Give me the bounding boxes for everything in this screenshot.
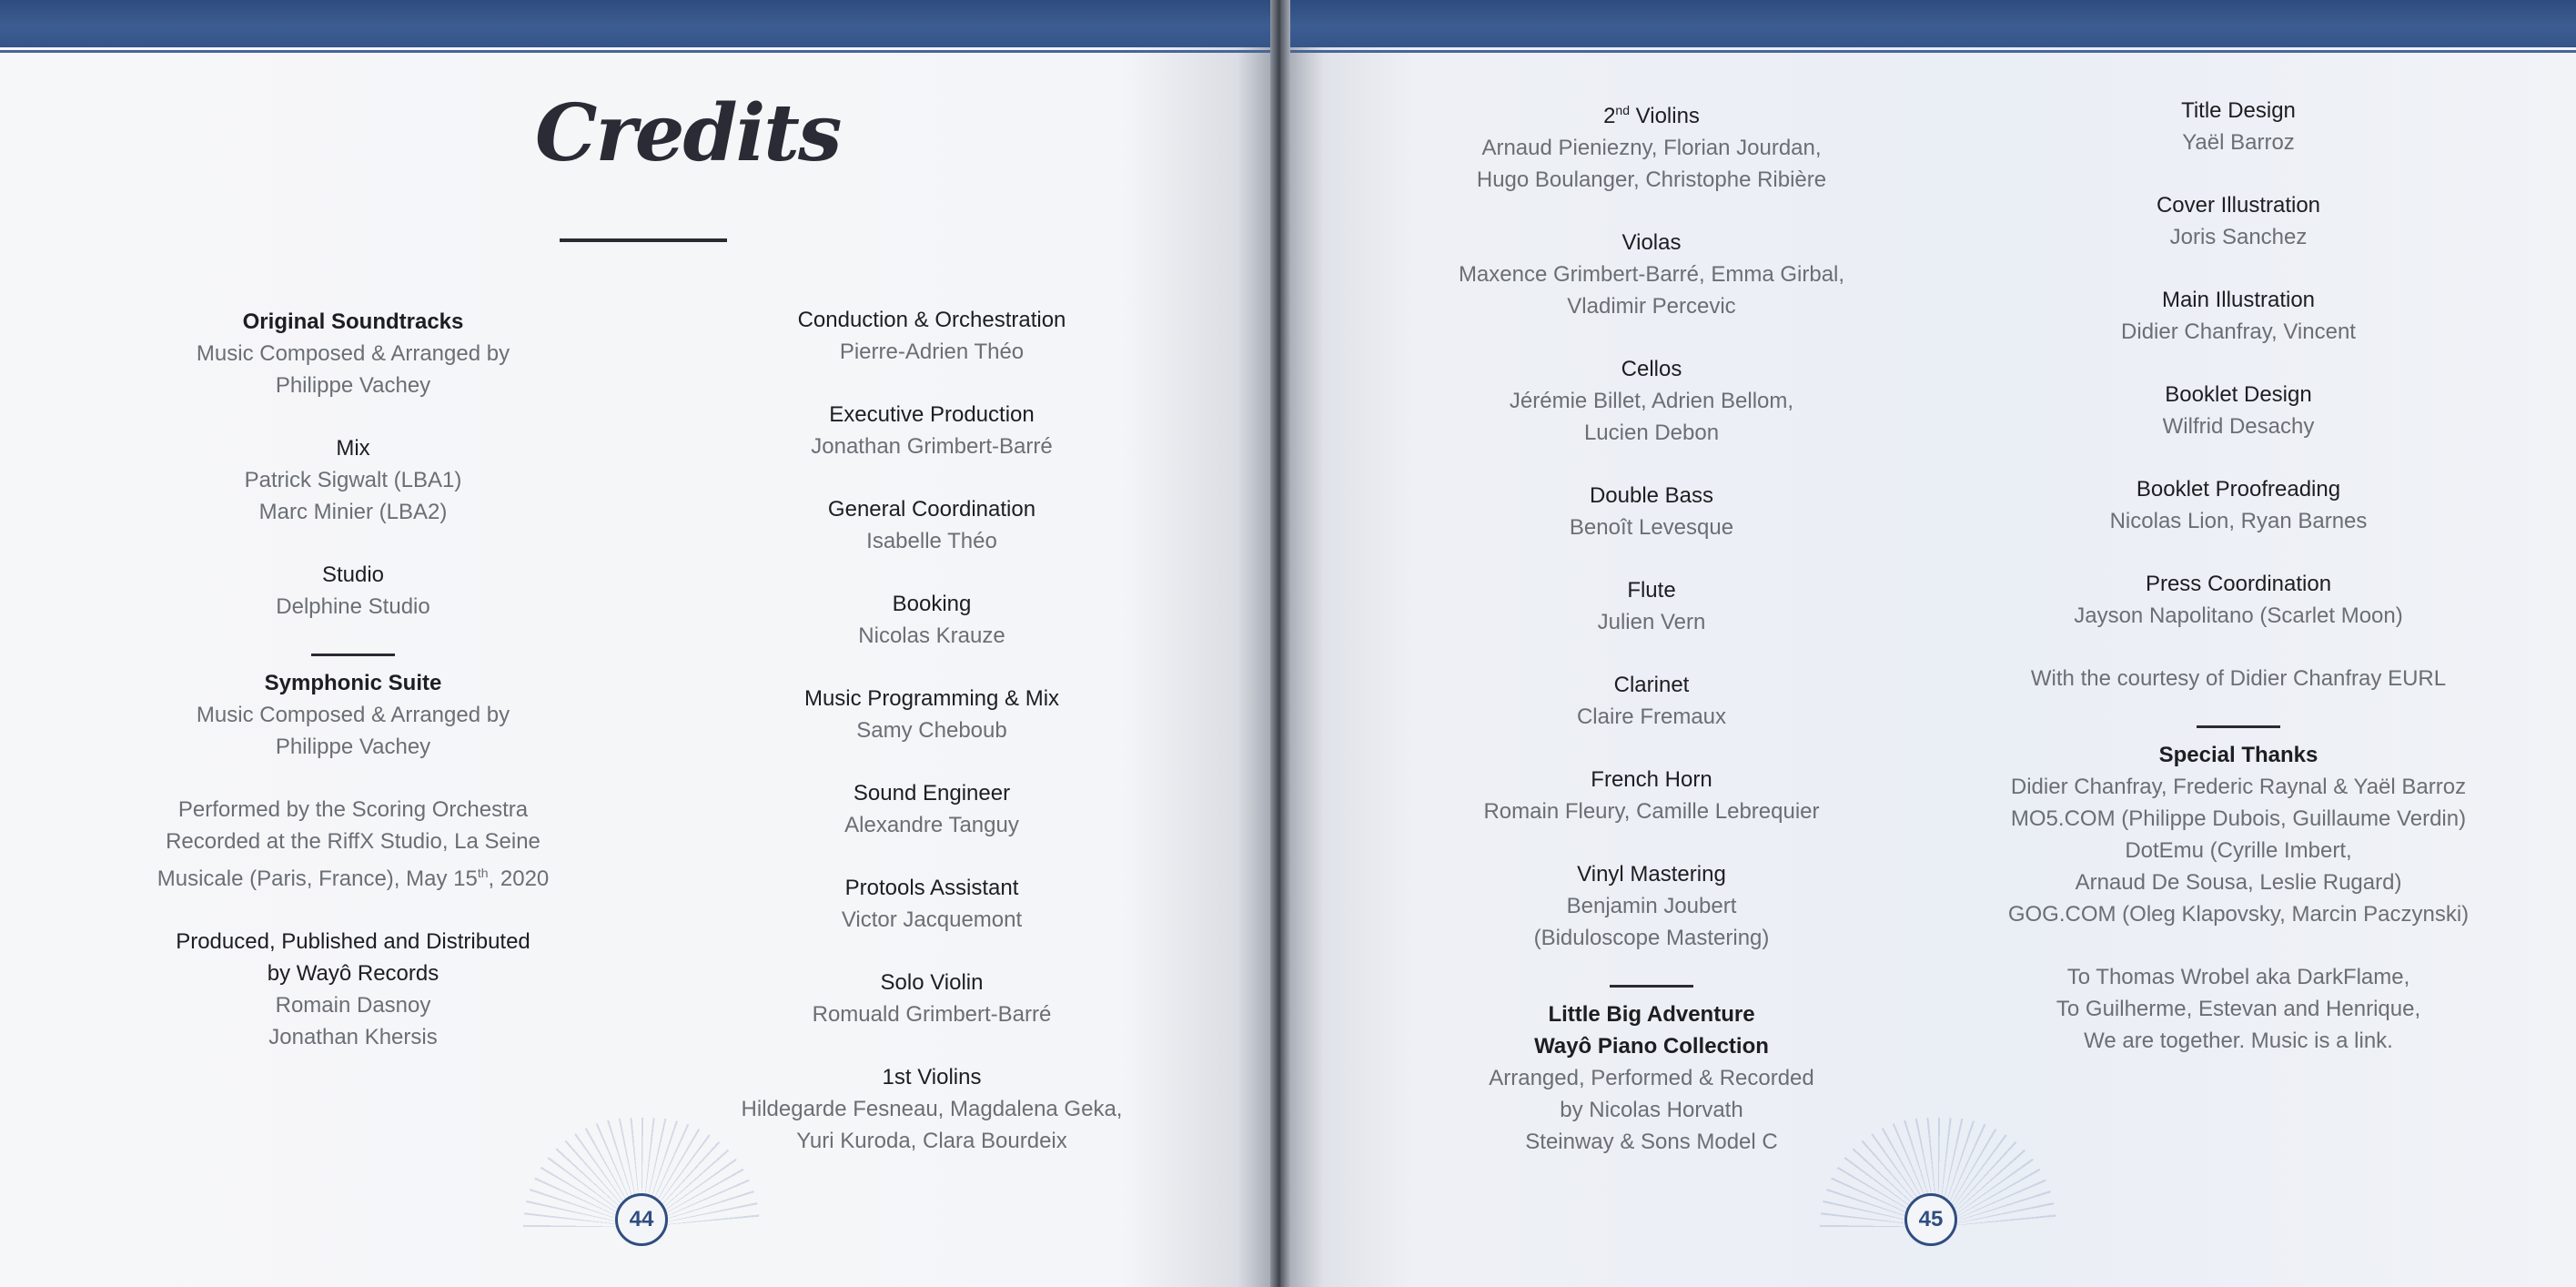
credit-name: Yuri Kuroda, Clara Bourdeix: [796, 1129, 1067, 1153]
credit-entry: [677, 1061, 1187, 1157]
credit-role: 2nd Violins: [1603, 103, 1700, 128]
credit-name: With the courtesy of Didier Chanfray EURL: [2030, 666, 2447, 691]
credit-name: Claire Fremaux: [1576, 704, 1727, 729]
credit-name: DotEmu (Cyrille Imbert,: [2125, 838, 2352, 863]
credit-role: Main Illustration: [2161, 288, 2316, 312]
credit-entry: [1388, 764, 1915, 827]
credit-role: Solo Violin: [880, 970, 984, 995]
credit-role: Title Design: [2181, 98, 2296, 123]
credit-role: Booklet Design: [2165, 382, 2312, 407]
credit-entry: [98, 794, 608, 895]
credit-name: Steinway & Sons Model C: [1525, 1130, 1778, 1154]
credit-name: Performed by the Scoring Orchestra: [177, 797, 529, 822]
title-underline: [560, 238, 727, 242]
credit-name: Benoît Levesque: [1569, 515, 1734, 540]
credit-entry: [98, 559, 608, 623]
credit-name: Jonathan Grimbert-Barré: [811, 434, 1053, 459]
credit-role: Symphonic Suite: [264, 671, 442, 695]
credit-name: Pierre-Adrien Théo: [839, 339, 1025, 364]
credit-name: Recorded at the RiffX Studio, La Seine: [166, 829, 540, 854]
credit-entry: [677, 399, 1187, 462]
credit-role: 1st Violins: [882, 1065, 982, 1089]
credit-role: Conduction & Orchestration: [797, 308, 1066, 332]
credit-name: Hildegarde Fesneau, Magdalena Geka,: [741, 1097, 1123, 1121]
credit-name: Arranged, Performed & Recorded: [1489, 1066, 1814, 1090]
page-number-left: 44: [615, 1193, 668, 1246]
credit-name: Julien Vern: [1597, 610, 1706, 634]
credit-role: Produced, Published and Distributed: [176, 929, 530, 954]
credit-role: Special Thanks: [2158, 743, 2318, 767]
credit-role: General Coordination: [827, 497, 1036, 522]
section-divider: [311, 654, 395, 656]
credit-role: Cover Illustration: [2156, 193, 2321, 218]
credit-entry: [1956, 189, 2520, 253]
credit-role: Mix: [336, 436, 370, 461]
credit-name: Hugo Boulanger, Christophe Ribière: [1476, 167, 1827, 192]
credit-name: Arnaud De Sousa, Leslie Rugard): [2075, 870, 2402, 895]
credit-entry: [1388, 480, 1915, 543]
credit-name: Isabelle Théo: [866, 529, 997, 553]
right-column-1: [1388, 95, 1915, 1189]
credit-name: Philippe Vachey: [275, 373, 431, 398]
credit-role: Booklet Proofreading: [2136, 477, 2341, 502]
credit-role: French Horn: [1591, 767, 1712, 792]
page-number-right: 45: [1904, 1193, 1957, 1246]
credit-entry: [1956, 725, 2520, 930]
credit-name: (Biduloscope Mastering): [1533, 926, 1770, 950]
credit-role: Double Bass: [1589, 483, 1714, 508]
credit-name: Philippe Vachey: [275, 735, 431, 759]
credit-entry: [1388, 985, 1915, 1158]
credit-entry: [677, 588, 1187, 652]
credit-role: Sound Engineer: [853, 781, 1011, 806]
credit-name: Music Composed & Arranged by: [196, 341, 510, 366]
credit-name: Romain Dasnoy: [275, 993, 431, 1018]
credit-name: Victor Jacquemont: [841, 907, 1023, 932]
credit-role: Original Soundtracks: [242, 309, 464, 334]
credit-entry: [1388, 858, 1915, 954]
credit-entry: [1388, 574, 1915, 638]
left-column-1: [98, 306, 608, 1084]
credit-entry: [1956, 473, 2520, 537]
credit-entry: [677, 683, 1187, 746]
right-page: [1285, 0, 2576, 1287]
credit-name: by Nicolas Horvath: [1560, 1098, 1743, 1122]
credit-entry: [98, 654, 608, 763]
credit-entry: [677, 967, 1187, 1030]
credit-entry: [98, 306, 608, 401]
credit-role: Violas: [1621, 230, 1682, 255]
credit-entry: [1956, 379, 2520, 442]
credit-name: Marc Minier (LBA2): [258, 500, 448, 524]
credit-name: Jonathan Khersis: [268, 1025, 438, 1049]
credit-entry: [677, 777, 1187, 841]
credit-entry: [1388, 227, 1915, 322]
credit-name: Delphine Studio: [276, 594, 430, 619]
credit-entry: [1956, 568, 2520, 632]
credit-name: GOG.COM (Oleg Klapovsky, Marcin Paczynski): [2007, 902, 2470, 927]
credit-name: Jérémie Billet, Adrien Bellom,: [1509, 389, 1794, 413]
credit-name: Nicolas Krauze: [858, 623, 1005, 648]
credit-name: Patrick Sigwalt (LBA1): [244, 468, 462, 492]
section-divider: [1610, 985, 1693, 988]
credit-role: Little Big Adventure: [1548, 1002, 1755, 1027]
top-band: [0, 0, 1276, 47]
credit-role: Vinyl Mastering: [1577, 862, 1726, 887]
credit-entry: [1956, 284, 2520, 348]
credit-name: Lucien Debon: [1583, 421, 1720, 445]
credit-name: Nicolas Lion, Ryan Barnes: [2109, 509, 2368, 533]
credit-role: Flute: [1627, 578, 1676, 603]
credit-name: To Guilherme, Estevan and Henrique,: [2056, 997, 2421, 1021]
credit-role: Press Coordination: [2145, 572, 2332, 596]
credit-entry: [98, 432, 608, 528]
credit-name: Romuald Grimbert-Barré: [812, 1002, 1052, 1027]
credit-name: Music Composed & Arranged by: [196, 703, 510, 727]
book-gutter: [1270, 0, 1290, 1287]
page-title: Credits: [535, 87, 841, 179]
credit-entry: [677, 872, 1187, 936]
credit-role: Protools Assistant: [844, 876, 1019, 900]
credit-name: Alexandre Tanguy: [844, 813, 1019, 837]
credit-name: Romain Fleury, Camille Lebrequier: [1483, 799, 1820, 824]
credit-name: Maxence Grimbert-Barré, Emma Girbal,: [1458, 262, 1845, 287]
section-divider: [2197, 725, 2280, 728]
credit-name: Joris Sanchez: [2169, 225, 2308, 249]
left-page: [0, 0, 1276, 1287]
credit-entry: [677, 493, 1187, 557]
credit-name: MO5.COM (Philippe Dubois, Guillaume Verdin): [2010, 806, 2467, 831]
credit-entry: [98, 926, 608, 1053]
credit-role-line2: Wayô Piano Collection: [1534, 1034, 1769, 1059]
credit-name: Samy Cheboub: [856, 718, 1007, 743]
credit-role: Clarinet: [1613, 673, 1690, 697]
credit-name: Vladimir Percevic: [1567, 294, 1736, 319]
credit-role: Executive Production: [829, 402, 1035, 427]
credit-name: Arnaud Pieniezny, Florian Jourdan,: [1481, 136, 1822, 160]
credit-role: Booking: [892, 592, 972, 616]
credit-name: Benjamin Joubert: [1566, 894, 1737, 918]
credit-name: Didier Chanfray, Frederic Raynal & Yaël Barroz: [2010, 775, 2467, 799]
credit-entry: [1956, 663, 2520, 694]
credit-entry: [1388, 95, 1915, 196]
credit-name: To Thomas Wrobel aka DarkFlame,: [2066, 965, 2410, 989]
credit-name: Jayson Napolitano (Scarlet Moon): [2074, 603, 2403, 628]
credit-role: Music Programming & Mix: [803, 686, 1060, 711]
credit-name: Yaël Barroz: [2182, 130, 2295, 155]
right-column-2: [1956, 95, 2520, 1088]
credit-entry: [1388, 669, 1915, 733]
credit-name: Didier Chanfray, Vincent: [2121, 319, 2356, 344]
credit-role-line2: by Wayô Records: [267, 961, 439, 986]
credit-name: Wilfrid Desachy: [2162, 414, 2315, 439]
credit-entry: [1956, 961, 2520, 1057]
credit-name: Musicale (Paris, France), May 15th, 2020: [157, 866, 550, 891]
credit-entry: [677, 304, 1187, 368]
credit-name: We are together. Music is a link.: [2084, 1029, 2393, 1053]
credit-entry: [1956, 95, 2520, 158]
left-column-2: [677, 304, 1187, 1188]
credit-role: Cellos: [1621, 357, 1682, 381]
top-band: [1285, 0, 2576, 47]
credit-entry: [1388, 353, 1915, 449]
credit-role: Studio: [321, 562, 385, 587]
